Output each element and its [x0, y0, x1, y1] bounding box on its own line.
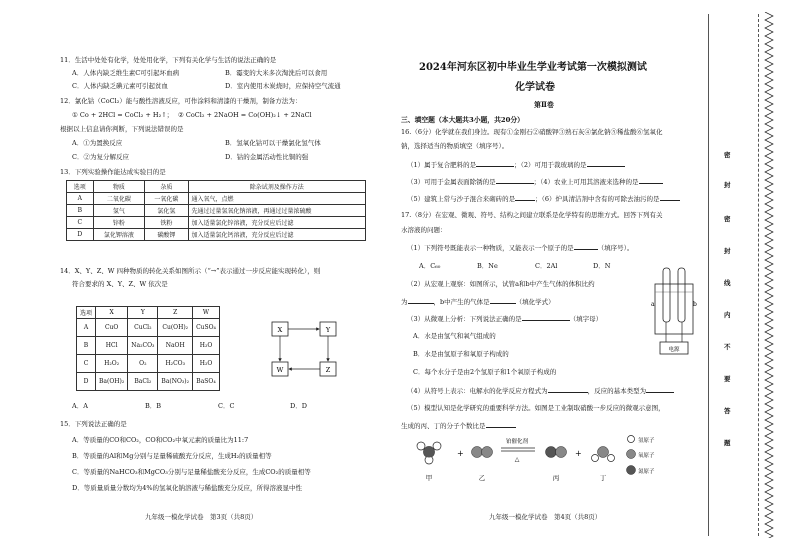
q15-option-a: A．等质量的CO和CO₂，CO和CO₂中氧元素的质量比为11:7 — [72, 436, 249, 444]
q16-sub-5 — [407, 194, 680, 204]
table-cell: HCl — [96, 337, 128, 355]
seal-char: 封 — [724, 181, 731, 189]
q17-sub-3-option-b: B．水是由氢原子和氧原子构成的 — [413, 350, 509, 358]
answer-blank[interactable] — [476, 160, 514, 167]
q11-option-d: D．室内使用木炭烧时，应保持空气流通 — [225, 82, 341, 90]
exam-subtitle: 化学试卷 — [515, 82, 555, 93]
table-header: 选项 — [77, 307, 96, 319]
table-cell: H₂CO₃ — [158, 355, 193, 373]
table-cell: BaCl₂ — [128, 373, 158, 391]
q14-option-d: D．D — [290, 402, 307, 410]
electrolysis-apparatus-figure — [649, 262, 699, 358]
plus-sign: + — [575, 449, 582, 458]
right-page — [397, 0, 697, 550]
q16-sub-5-text: （5）建筑上常与沙子混合来砌砖的是 — [407, 195, 516, 203]
q17-sub-3-option-c: C．每个水分子是由2个氢原子和1个氧原子构成的 — [413, 368, 557, 376]
table-header: W — [193, 307, 220, 319]
label-ding: 丁 — [599, 474, 607, 482]
right-page-footer: 九年级一模化学试卷 第4页（共8页） — [489, 513, 602, 521]
table-cell: A — [77, 319, 96, 337]
q17-sub-3-tail: （填字母） — [569, 315, 603, 323]
label-bing: 丙 — [552, 474, 560, 482]
q16-stem-2: 钠，选择适当的物质填空（填序号）。 — [401, 142, 509, 150]
q17-sub-2-d: （填化学式） — [515, 298, 555, 306]
q16-sub-1-text: （1）属于复合肥料的是 — [407, 161, 477, 169]
q17-sub-2-line-2 — [401, 297, 555, 307]
q17-sub-4-tail: ，反应的基本类型为 — [587, 387, 647, 395]
q11-option-b: B．霉变的大米多次淘洗后可以食用 — [225, 69, 328, 77]
left-page-footer: 九年级一模化学试卷 第3页（共8页） — [145, 513, 258, 521]
answer-blank[interactable] — [548, 386, 588, 393]
q17-sub-5: （5）模型认知是化学研究的重要科学方法。如图是工业制取硝酸一步反应的微观示意图， — [407, 404, 665, 412]
reaction-microscopic-diagram — [405, 430, 665, 486]
q11-option-a: A．人体内缺乏维生素C可引起坏血病 — [72, 69, 180, 77]
node-x: X — [277, 326, 283, 334]
table-cell: CuSO₄ — [193, 319, 220, 337]
seal-char: 答 — [724, 407, 731, 415]
q17-option-c: C．2Al — [535, 262, 558, 270]
table-row — [77, 319, 220, 337]
seal-char: 封 — [724, 247, 731, 255]
tube-a — [663, 268, 670, 322]
table-cell: C — [67, 217, 94, 229]
table-cell: H₂O — [193, 355, 220, 373]
q17-option-a: A．C₆₀ — [419, 262, 441, 270]
table-cell: B — [77, 337, 96, 355]
table-row — [67, 217, 366, 229]
molecule-ding — [592, 447, 615, 462]
node-w: W — [276, 366, 284, 374]
answer-blank[interactable] — [515, 194, 535, 201]
q17-sub-4-text: （4）从符号上表示：电解水的化学反应方程式为 — [407, 387, 548, 395]
q15-option-c: C．等质量的NaHCO₃和MgCO₃分别与足量稀盐酸充分反应，生成CO₂的质量相等 — [72, 468, 311, 476]
q13-stem: 13．下列实验操作能达成实验目的是 — [60, 168, 166, 176]
table-cell: Ba(OH)₂ — [96, 373, 128, 391]
answer-blank[interactable] — [490, 297, 516, 304]
q17-sub-1-tail: （填序号）。 — [597, 244, 634, 252]
table-header-row — [77, 307, 220, 319]
table-cell: Na₂CO₃ — [128, 337, 158, 355]
q17-option-b: B．Ne — [477, 262, 498, 270]
legend-nitrogen-icon — [627, 466, 636, 475]
answer-blank[interactable] — [587, 160, 625, 167]
q16-sub-6-text: ；（6）炉具清洁剂中含有的可除去油污的是 — [535, 195, 660, 203]
table-cell: BaSO₄ — [193, 373, 220, 391]
q16-sub-4-text: ；（4）农业上可用其溶液来选种的是 — [533, 178, 639, 186]
q17-sub-3-text: （3）从微观上分析：下列说法正确的是 — [407, 315, 522, 323]
q16-sub-3-text: （3）可用于金属表面除锈的是 — [407, 178, 496, 186]
volume-label: 第Ⅱ卷 — [534, 100, 554, 109]
q12-option-b: B．氢氧化钴可以干燥氯化氢气体 — [225, 139, 321, 147]
seal-char: 不 — [724, 343, 731, 351]
q14-option-c: C．C — [218, 402, 235, 410]
table-cell: 通入氧气，点燃 — [188, 193, 365, 205]
answer-blank[interactable] — [522, 314, 570, 321]
table-header: Y — [128, 307, 158, 319]
legend-hydrogen: 氢原子 — [638, 438, 655, 444]
q17-sub-2-b: 为 — [401, 298, 408, 306]
table-row — [77, 373, 220, 391]
table-header: 除杂试剂及操作方法 — [188, 181, 365, 193]
table-row — [67, 205, 366, 217]
binding-line-1 — [708, 14, 709, 536]
q17-stem-2: 水溶液的问题： — [401, 226, 447, 234]
binding-zigzag — [763, 12, 777, 538]
plus-sign: + — [457, 449, 464, 458]
q15-option-b: B．等质量的Al和Mg分别与足量稀硫酸充分反应，生成H₂的质量相等 — [72, 452, 272, 460]
q17-sub-1 — [407, 243, 633, 253]
q12-equation-2: ② CoCl₂ + 2NaOH = Co(OH)₂↓ + 2NaCl — [178, 111, 312, 119]
table-header: Z — [158, 307, 193, 319]
binding-margin — [700, 0, 794, 550]
table-cell: 加入适量氯化锌溶液，充分反应后过滤 — [188, 217, 365, 229]
table-cell: 加入适量氯化钙溶液，充分反应后过滤 — [188, 229, 365, 241]
exam-title: 2024年河东区初中毕业生学业考试第一次模拟测试 — [419, 62, 647, 73]
table-cell: 铁粉 — [145, 217, 188, 229]
table-row — [77, 355, 220, 373]
tube-a-label: a — [651, 301, 655, 308]
answer-blank[interactable] — [408, 297, 434, 304]
table-cell: 先通过过量氢氧化钠溶液，再通过过量浓硫酸 — [188, 205, 365, 217]
legend-oxygen: 氧原子 — [638, 453, 655, 459]
q13-table — [66, 180, 366, 241]
left-page — [0, 0, 395, 550]
answer-blank[interactable] — [574, 243, 598, 250]
table-header: 选项 — [67, 181, 94, 193]
q14-transformation-diagram — [268, 318, 348, 380]
table-cell: D — [67, 229, 94, 241]
q12-stem-2: 根据以上信息请你判断，下列说法错误的是 — [60, 125, 184, 133]
molecule-bing — [546, 447, 567, 458]
label-jia: 甲 — [425, 474, 433, 482]
table-cell: 氢气 — [93, 205, 145, 217]
table-cell: CuCl₂ — [128, 319, 158, 337]
node-y: Y — [325, 326, 331, 334]
seal-char: 线 — [724, 279, 731, 287]
table-cell: 氯化氢 — [145, 205, 188, 217]
legend-hydrogen-icon — [628, 436, 635, 443]
molecule-yi — [472, 447, 493, 458]
q12-option-a: A．①为置换反应 — [72, 139, 123, 147]
legend-oxygen-icon — [627, 450, 636, 459]
power-supply-label: 电源 — [668, 347, 680, 353]
molecule-jia — [417, 442, 441, 464]
q17-sub-1-text: （1）下列符号既能表示一种物质，又能表示一个原子的是 — [407, 244, 574, 252]
q15-option-d: D．等质量质量分数均为4%的氢氧化钠溶液与稀盐酸充分反应，所得溶液显中性 — [72, 484, 303, 492]
table-cell: O₂ — [128, 355, 158, 373]
q11-stem: 11．生活中处处有化学，处处用化学，下列有关化学与生活的说法正确的是 — [60, 56, 277, 64]
q16-sub-2-text: ；（2）可用于裁玻璃的是 — [514, 161, 587, 169]
q15-stem: 15．下列说法正确的是 — [60, 420, 127, 428]
q12-stem: 12．氯化钴（CoCl₂）能与酸性溶液反应，可作涂料和清漆的干燥剂，制备方法为： — [60, 97, 302, 105]
table-header: X — [96, 307, 128, 319]
water-trough — [655, 284, 693, 334]
table-header: 物质 — [93, 181, 145, 193]
q12-option-c: C．②为复分解反应 — [72, 153, 129, 161]
q14-option-a: A．A — [72, 402, 88, 410]
answer-blank[interactable] — [496, 177, 534, 184]
table-cell: Ba(NO₃)₂ — [158, 373, 193, 391]
q12-option-d: D．钴的金属活动性比铜的强 — [225, 153, 309, 161]
seal-char: 要 — [724, 375, 731, 383]
answer-blank[interactable] — [486, 421, 516, 428]
tube-b-label: b — [693, 301, 697, 308]
q17-stem: 17.（8分）在宏观、微观、符号、结构之间建立联系是化学特有的思维方式。回答下列有关 — [401, 211, 663, 219]
table-row — [67, 229, 366, 241]
q14-table — [76, 306, 220, 391]
table-header-row — [67, 181, 366, 193]
section-title: 三、填空题（本大题共3小题，共20分） — [401, 116, 524, 124]
table-cell: 锌粉 — [93, 217, 145, 229]
table-row — [67, 193, 366, 205]
tube-b — [678, 268, 685, 322]
q17-sub-2: （2）从宏观上观察：如图所示，试管a和b中产生气体的体积比约 — [407, 280, 595, 288]
seal-char: 内 — [724, 311, 731, 319]
table-cell: B — [67, 205, 94, 217]
q14-stem: 14．X、Y、Z、W 四种物质的转化关系如图所示（“→”表示通过一步反应能实现转化），则 — [60, 267, 321, 275]
q14-stem-2: 符合要求的 X、Y、Z、W 依次是 — [72, 280, 168, 288]
node-z: Z — [325, 366, 331, 374]
table-cell: D — [77, 373, 96, 391]
table-cell: Cu(OH)₂ — [158, 319, 193, 337]
table-cell: 二氧化碳 — [93, 193, 145, 205]
table-cell: H₂O₂ — [96, 355, 128, 373]
seal-char: 密 — [724, 215, 731, 223]
answer-blank[interactable] — [639, 177, 663, 184]
table-cell: 碳酸钾 — [145, 229, 188, 241]
q16-sub-1 — [407, 160, 625, 170]
table-cell: 氯化钾溶液 — [93, 229, 145, 241]
legend-nitrogen: 氮原子 — [638, 469, 655, 475]
table-header: 杂质 — [145, 181, 188, 193]
q16-sub-3 — [407, 177, 663, 187]
table-cell: 一氧化碳 — [145, 193, 188, 205]
table-cell: CuO — [96, 319, 128, 337]
table-row — [77, 337, 220, 355]
table-cell: A — [67, 193, 94, 205]
binding-line-2 — [758, 14, 759, 536]
seal-char: 密 — [724, 151, 731, 159]
table-cell: C — [77, 355, 96, 373]
q17-sub-3 — [407, 314, 602, 324]
q11-option-c: C．人体内缺乏碘元素可引起贫血 — [72, 82, 168, 90]
q12-equation-1: ① Co + 2HCl = CoCl₂ + H₂↑； — [72, 111, 174, 119]
q17-sub-5-b: 生成的丙、丁的分子个数比是 — [401, 422, 486, 430]
label-yi: 乙 — [478, 474, 486, 482]
answer-blank[interactable] — [646, 386, 674, 393]
heat-label: △ — [514, 456, 520, 463]
q17-sub-2-c: ，b中产生的气体是 — [433, 298, 490, 306]
seal-char: 题 — [724, 439, 731, 447]
q17-sub-4 — [407, 386, 674, 396]
q16-stem: 16.（6分）化学就在我们身边。现有①金刚石②硝酸钾③熟石灰④氯化钠⑤稀盐酸⑥氢氧化 — [401, 128, 663, 136]
q17-option-d: D．N — [593, 262, 611, 270]
table-cell: NaOH — [158, 337, 193, 355]
table-cell: H₂O — [193, 337, 220, 355]
q17-sub-3-option-a: A．水是由氢气和氧气组成的 — [413, 332, 496, 340]
answer-blank[interactable] — [660, 194, 680, 201]
catalyst-label: 铂催化剂 — [505, 439, 529, 445]
q14-option-b: B．B — [145, 402, 162, 410]
